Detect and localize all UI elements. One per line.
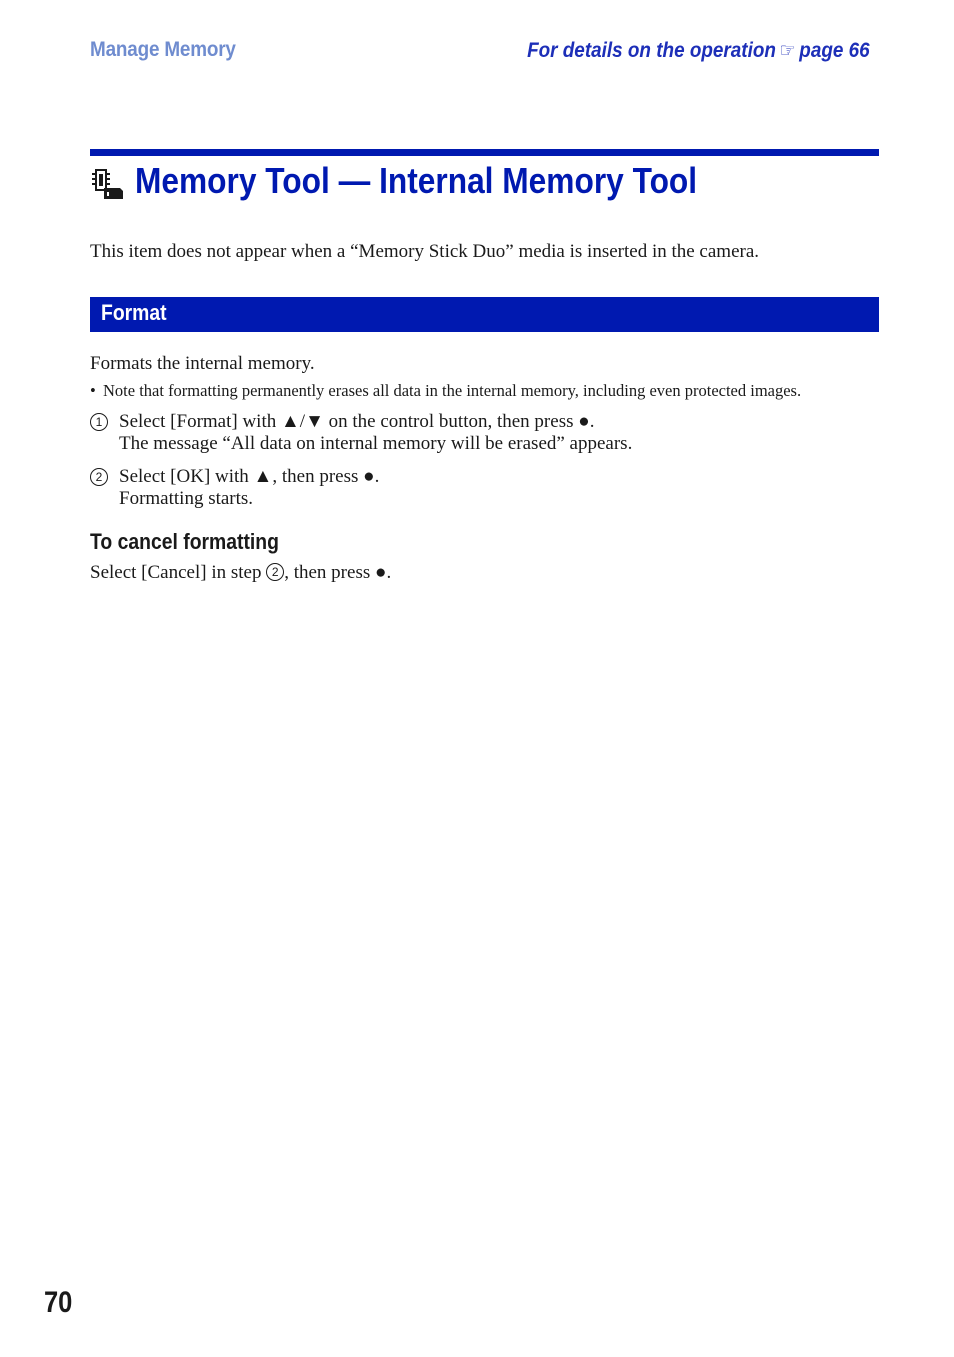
- step-2-instruction: Select [OK] with ▲, then press ●.: [119, 466, 380, 487]
- reference-prefix: For details on the operation: [527, 39, 777, 62]
- note-bullet: •: [90, 381, 96, 400]
- note-item: [90, 381, 801, 401]
- cancel-text-after: , then press ●.: [284, 562, 392, 583]
- section-header-format: [90, 297, 879, 332]
- section-title: Format: [101, 300, 167, 325]
- title-rule: [90, 149, 879, 156]
- intro-text: This item does not appear when a “Memory Stick Duo” media is inserted in the camera.: [90, 241, 760, 262]
- step-1-result: The message “All data on internal memory will be erased” appears.: [119, 433, 633, 454]
- format-description: Formats the internal memory.: [90, 353, 315, 374]
- page-number: 70: [44, 1286, 73, 1319]
- step-number-1: 1: [90, 413, 108, 431]
- internal-memory-tool-icon: [90, 168, 124, 200]
- step-ref-circle: 2: [266, 563, 284, 581]
- running-header-section: Manage Memory: [90, 38, 236, 61]
- pointing-hand-icon: ☞: [779, 40, 797, 62]
- step-1-instruction: Select [Format] with ▲/▼ on the control button, then press ●.: [119, 411, 595, 432]
- running-header-reference[interactable]: [527, 38, 870, 63]
- step-number-2: 2: [90, 468, 108, 486]
- note-text: Note that formatting permanently erases all data in the internal memory, including even protected images.: [103, 381, 802, 400]
- reference-page-link[interactable]: page 66: [799, 39, 870, 62]
- cancel-instruction: [90, 562, 391, 584]
- cancel-heading: To cancel formatting: [90, 529, 279, 554]
- page-title: Memory Tool — Internal Memory Tool: [135, 160, 698, 201]
- step-2-result: Formatting starts.: [119, 488, 254, 509]
- cancel-text-before: Select [Cancel] in step: [90, 562, 267, 583]
